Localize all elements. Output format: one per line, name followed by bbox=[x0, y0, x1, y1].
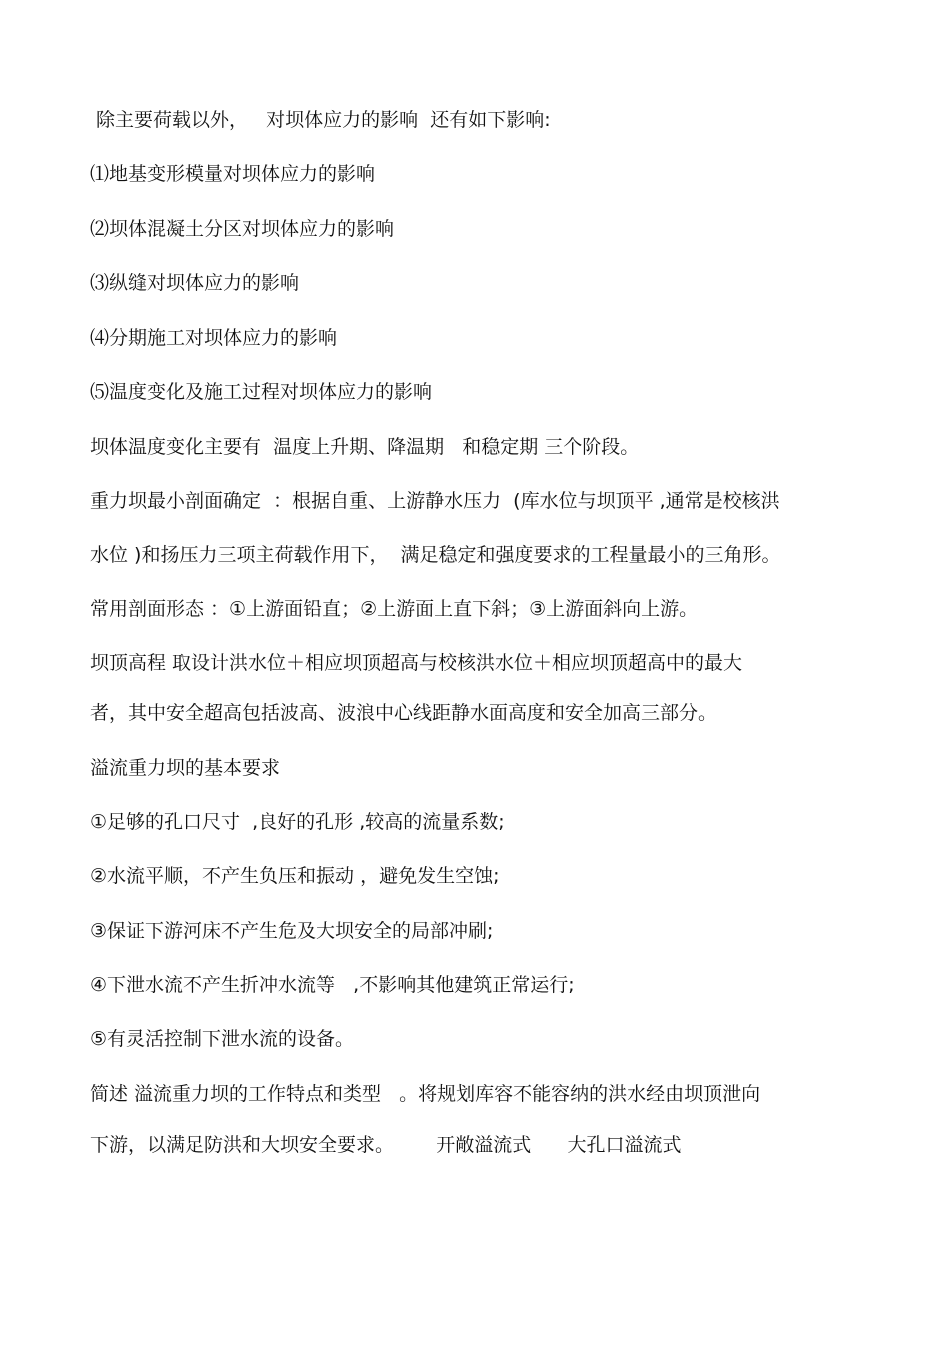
text-line-staged-construction: ⑷分期施工对坝体应力的影响 bbox=[90, 327, 338, 349]
text-line-temperature-construction: ⑸温度变化及施工过程对坝体应力的影响 bbox=[90, 381, 433, 403]
text-line-requirement-3: ③保证下游河床不产生危及大坝安全的局部冲刷; bbox=[90, 920, 494, 942]
text-line-requirement-2: ②水流平顺，不产生负压和振动 ，避免发生空蚀; bbox=[90, 865, 500, 887]
text-line-min-section-1: 重力坝最小剖面确定 ：根据自重、上游静水压力 (库水位与坝顶平 ,通常是校核洪 bbox=[90, 490, 780, 512]
text-line-min-section-2: 水位 )和扬压力三项主荷载作用下， 满足稳定和强度要求的工程量最小的三角形。 bbox=[90, 544, 781, 566]
text-line-overflow-dam-types-1: 简述 溢流重力坝的工作特点和类型 。将规划库容不能容纳的洪水经由坝顶泄向 bbox=[90, 1083, 761, 1105]
text-line-section-forms: 常用剖面形态 ：①上游面铅直；②上游面上直下斜；③上游面斜向上游。 bbox=[90, 598, 699, 620]
text-line-temperature-stages: 坝体温度变化主要有 温度上升期、降温期 和稳定期 三个阶段。 bbox=[90, 436, 640, 458]
text-line-crest-elevation-2: 者，其中安全超高包括波高、波浪中心线距静水面高度和安全加高三部分。 bbox=[90, 702, 718, 724]
text-line-longitudinal-joint: ⑶纵缝对坝体应力的影响 bbox=[90, 272, 300, 294]
text-line-load-effects-intro: 除主要荷载以外， 对坝体应力的影响 还有如下影响: bbox=[90, 109, 551, 131]
text-line-overflow-dam-types-2: 下游，以满足防洪和大坝安全要求。 开敞溢流式 大孔口溢流式 bbox=[90, 1134, 682, 1156]
text-line-overflow-dam-requirements-heading: 溢流重力坝的基本要求 bbox=[90, 757, 281, 779]
text-line-requirement-5: ⑤有灵活控制下泄水流的设备。 bbox=[90, 1028, 355, 1050]
text-line-requirement-1: ①足够的孔口尺寸 ,良好的孔形 ,较高的流量系数; bbox=[90, 811, 505, 833]
text-line-foundation-modulus: ⑴地基变形模量对坝体应力的影响 bbox=[90, 163, 376, 185]
text-line-crest-elevation-1: 坝顶高程 取设计洪水位＋相应坝顶超高与校核洪水位＋相应坝顶超高中的最大 bbox=[90, 652, 743, 674]
text-line-requirement-4: ④下泄水流不产生折冲水流等 ,不影响其他建筑正常运行; bbox=[90, 974, 575, 996]
text-line-concrete-zoning: ⑵坝体混凝土分区对坝体应力的影响 bbox=[90, 218, 395, 240]
